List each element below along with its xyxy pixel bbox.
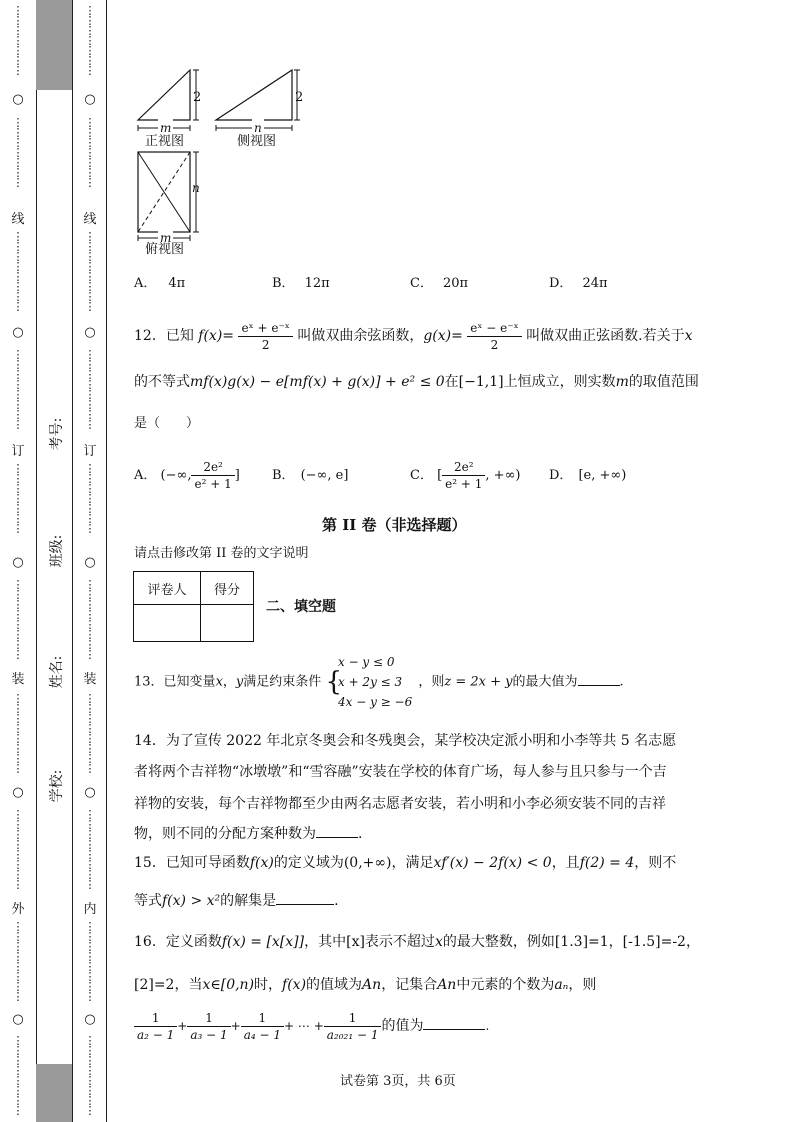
dim-label-2: 2 bbox=[295, 90, 304, 105]
dotted-line: ⋮ ⋮ ⋮ ⋮ ⋮ ⋮ ⋮ ⋮ bbox=[12, 692, 24, 775]
part2-note[interactable]: 请点击修改第 II 卷的文字说明 bbox=[134, 546, 309, 561]
front-view-label: 正视图 bbox=[145, 134, 185, 149]
dotted-line: ⋮ ⋮ ⋮ ⋮ ⋮ ⋮ ⋮ bbox=[12, 462, 24, 535]
binding-label-order: 订 bbox=[83, 444, 97, 459]
q12-option-b[interactable]: B． (−∞, e] bbox=[272, 468, 349, 483]
gray-band-top bbox=[36, 0, 72, 90]
dotted-line: ⋮ ⋮ ⋮ ⋮ ⋮ ⋮ ⋮ ⋮ bbox=[12, 920, 24, 1003]
dotted-line: ⋮ ⋮ ⋮ ⋮ ⋮ ⋮ ⋮ ⋮ bbox=[12, 230, 24, 313]
q15-line-2: 等式f(x) > x²的解集是 . bbox=[134, 893, 339, 909]
dim-label-n: n bbox=[192, 181, 200, 195]
part2-title: 第 II 卷（非选择题） bbox=[322, 516, 467, 534]
dotted-line: ⋮ ⋮ ⋮ ⋮ ⋮ ⋮ ⋮ ⋮ bbox=[84, 808, 96, 891]
dotted-line: ⋮ ⋮ ⋮ ⋮ ⋮ ⋮ ⋮ bbox=[12, 116, 24, 189]
gray-band-bottom bbox=[36, 1064, 72, 1122]
q12-f-def: f(x)= bbox=[198, 328, 235, 344]
dotted-line: ⋮ ⋮ ⋮ ⋮ ⋮ ⋮ ⋮ bbox=[84, 116, 96, 189]
dotted-line: ⋮ ⋮ ⋮ ⋮ ⋮ ⋮ ⋮ ⋮ bbox=[84, 920, 96, 1003]
q12-interval: [−1,1] bbox=[458, 374, 504, 390]
q11-option-b[interactable]: B． 12π bbox=[272, 276, 330, 291]
q16-line-1: 16．定义函数f(x) = [x[x]]，其中[x]表示不超过x的最大整数，例如[1.3]=1，[-1.5]=-2， bbox=[134, 934, 700, 950]
q16-line-3: $\frac{1}{\text{a₂ − 1}}$ + $\frac{1}{\text{a₃ − 1}}$ + $\frac{1}{\text{a₄ − 1}}$ + ⋯ + $\frac{1}{\text{a₂₀₂₁ − 1}}$ 的值为 . bbox=[134, 1006, 489, 1046]
dotted-line: ⋮ ⋮ ⋮ ⋮ ⋮ ⋮ ⋮ ⋮ bbox=[84, 1034, 96, 1117]
score-cell-score[interactable] bbox=[201, 605, 254, 642]
q12-line-2: 的不等式mf(x)g(x) − e[mf(x) + g(x)] + e² ≤ 0在[−1,1]上恒成立，则实数m的取值范围 bbox=[134, 374, 699, 390]
dim-label-m: m bbox=[158, 118, 173, 138]
dotted-line: ⋮ ⋮ ⋮ ⋮ ⋮ ⋮ ⋮ ⋮ bbox=[84, 230, 96, 313]
q11-option-c[interactable]: C． 20π bbox=[410, 276, 469, 291]
binding-label-outer: 外 bbox=[11, 902, 25, 917]
circle-mark: ○ bbox=[84, 1012, 96, 1027]
field-school[interactable]: 学校: bbox=[49, 769, 65, 803]
dotted-line: ⋮ ⋮ ⋮ ⋮ ⋮ ⋮ ⋮ ⋮ bbox=[12, 1034, 24, 1117]
dim-label-n: n bbox=[252, 118, 264, 138]
q16-line-2: [2]=2，当x∈[0,n)时，f(x)的值域为An，记集合An中元素的个数为aₙ，则 bbox=[134, 977, 597, 993]
front-view-shape bbox=[138, 70, 190, 120]
q12-cosh-fraction: $\frac{\text{eˣ + e⁻ˣ}}{2}$ bbox=[238, 320, 292, 353]
binding-label-bind: 装 bbox=[11, 672, 25, 687]
side-view-label: 侧视图 bbox=[237, 134, 277, 149]
score-header-grader: 评卷人 bbox=[134, 572, 201, 605]
dotted-line: ⋮ ⋮ ⋮ ⋮ ⋮ ⋮ ⋮ bbox=[84, 462, 96, 535]
strip-border bbox=[36, 0, 37, 1122]
q11-option-a[interactable]: A． 4π bbox=[134, 276, 186, 291]
circle-mark: ○ bbox=[12, 92, 24, 107]
q12-number: 12． bbox=[134, 328, 166, 344]
q14-line-1: 14．为了宣传 2022 年北京冬奥会和冬残奥会，某学校决定派小明和小李等共 5 名志愿 bbox=[134, 733, 677, 749]
circle-mark: ○ bbox=[84, 785, 96, 800]
q13: 13．已知变量x，y满足约束条件 {x − y ≤ 0 x + 2y ≤ 3 4x − y ≥ −6 ，则z = 2x + y的最大值为 . bbox=[134, 650, 624, 715]
q14-line-3: 祥物的安装，每个吉祥物都至少由两名志愿者安装，若小明和小李必须安装不同的吉祥 bbox=[134, 796, 666, 812]
top-view-label: 俯视图 bbox=[145, 242, 185, 257]
circle-mark: ○ bbox=[84, 555, 96, 570]
q16-answer-blank[interactable] bbox=[423, 1029, 485, 1030]
q12-option-a[interactable]: A． (−∞, $\frac{\text{2e²}}{\text{e² + 1}}$ ] bbox=[134, 460, 240, 491]
q15-line-1: 15．已知可导函数f(x)的定义域为(0,+∞)，满足xf′(x) − 2f(x) < 0，且f(2) = 4，则不 bbox=[134, 855, 677, 871]
side-view-shape bbox=[216, 70, 292, 120]
q12-g-def: g(x)= bbox=[423, 328, 463, 344]
page-footer: 试卷第 3页，共 6页 bbox=[340, 1074, 456, 1089]
binding-strip-outer bbox=[0, 0, 36, 1122]
binding-label-line: 线 bbox=[83, 212, 97, 227]
dotted-line: ⋮ ⋮ ⋮ ⋮ ⋮ ⋮ ⋮ ⋮ bbox=[84, 692, 96, 775]
field-name[interactable]: 姓名: bbox=[49, 655, 65, 689]
dim-label-m: m bbox=[158, 228, 173, 248]
binding-strip-inner bbox=[74, 0, 106, 1122]
q13-constraints: x − y ≤ 0 x + 2y ≤ 3 4x − y ≥ −6 bbox=[337, 655, 413, 709]
circle-mark: ○ bbox=[84, 92, 96, 107]
strip-border bbox=[72, 0, 73, 1122]
binding-label-bind: 装 bbox=[83, 672, 97, 687]
q14-line-2: 者将两个吉祥物“冰墩墩”和“雪容融”安装在学校的体育广场，每人参与且只参与一个吉 bbox=[134, 764, 667, 780]
binding-label-order: 订 bbox=[11, 444, 25, 459]
section-fill-blank: 二、填空题 bbox=[266, 599, 336, 615]
q14-answer-blank[interactable] bbox=[316, 837, 358, 838]
dotted-line: ⋮ ⋮ ⋮ ⋮ ⋮ ⋮ ⋮ bbox=[12, 4, 24, 77]
score-table bbox=[133, 571, 254, 642]
q11-option-d[interactable]: D． 24π bbox=[549, 276, 608, 291]
dotted-line: ⋮ ⋮ ⋮ ⋮ ⋮ ⋮ ⋮ ⋮ bbox=[84, 348, 96, 431]
q12-inequality: mf(x)g(x) − e[mf(x) + g(x)] + e² ≤ 0 bbox=[190, 374, 445, 390]
dotted-line: ⋮ ⋮ ⋮ ⋮ ⋮ ⋮ ⋮ ⋮ bbox=[12, 348, 24, 431]
circle-mark: ○ bbox=[12, 325, 24, 340]
q12-option-d[interactable]: D． [e, +∞) bbox=[549, 468, 627, 483]
field-exam-number[interactable]: 考号: bbox=[49, 417, 65, 451]
q12-line-3: 是（ ） bbox=[134, 416, 200, 431]
dim-label-2: 2 bbox=[193, 90, 202, 105]
dotted-line: ⋮ ⋮ ⋮ ⋮ ⋮ ⋮ ⋮ ⋮ bbox=[12, 808, 24, 891]
dotted-line: ⋮ ⋮ ⋮ ⋮ ⋮ ⋮ ⋮ ⋮ bbox=[84, 578, 96, 661]
q12-sinh-fraction: $\frac{\text{eˣ − e⁻ˣ}}{2}$ bbox=[467, 320, 521, 353]
circle-mark: ○ bbox=[84, 325, 96, 340]
dotted-line: ⋮ ⋮ ⋮ ⋮ ⋮ ⋮ ⋮ ⋮ bbox=[12, 578, 24, 661]
binding-label-inner: 内 bbox=[83, 902, 97, 917]
field-class[interactable]: 班级: bbox=[49, 534, 65, 568]
q12-line-1: 12．已知 f(x)= $\frac{\text{eˣ + e⁻ˣ}}{2}$ 叫做双曲余弦函数，g(x)= $\frac{\text{eˣ − e⁻ˣ}}{2}$ 叫做双曲正弦函数.若关于x bbox=[134, 320, 693, 352]
q15-answer-blank[interactable] bbox=[276, 904, 334, 905]
strip-border bbox=[106, 0, 107, 1122]
dotted-line: ⋮ ⋮ ⋮ ⋮ ⋮ ⋮ ⋮ bbox=[84, 4, 96, 77]
circle-mark: ○ bbox=[12, 555, 24, 570]
q13-objective: z = 2x + y bbox=[444, 674, 513, 690]
circle-mark: ○ bbox=[12, 1012, 24, 1027]
binding-label-line: 线 bbox=[11, 212, 25, 227]
score-header-score: 得分 bbox=[201, 572, 254, 605]
circle-mark: ○ bbox=[12, 785, 24, 800]
q14-line-4: 物，则不同的分配方案种数为 . bbox=[134, 826, 363, 842]
q12-option-c[interactable]: C． [ $\frac{\text{2e²}}{\text{e² + 1}}$ , +∞) bbox=[410, 460, 521, 491]
score-cell-grader[interactable] bbox=[134, 605, 201, 642]
q13-answer-blank[interactable] bbox=[578, 685, 620, 686]
